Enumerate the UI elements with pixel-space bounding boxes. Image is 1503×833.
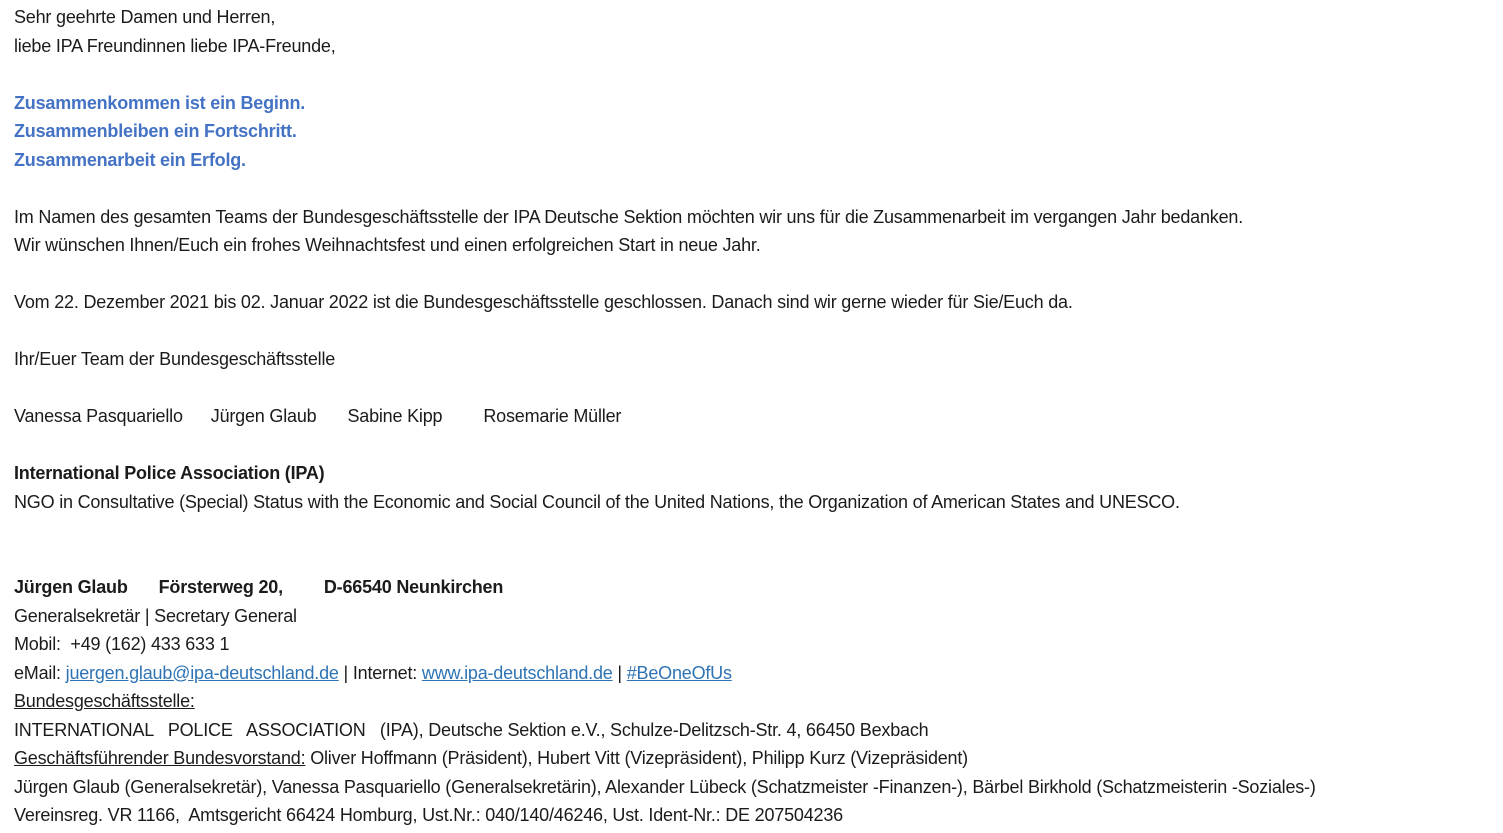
office-label: Bundesgeschäftsstelle: <box>14 691 195 711</box>
spacer <box>14 431 1503 460</box>
spacer <box>14 516 1503 573</box>
team-name-4: Rosemarie Müller <box>483 406 622 426</box>
board-label: Geschäftsführender Bundesvorstand: <box>14 748 306 768</box>
quote-line-3: Zusammenarbeit ein Erfolg. <box>14 149 246 170</box>
organization-name: International Police Association (IPA) <box>14 463 325 483</box>
pipe-separator: | <box>617 662 622 683</box>
greeting-line-2: liebe IPA Freundinnen liebe IPA-Freunde, <box>14 35 336 56</box>
internet-label: Internet: <box>352 662 418 683</box>
team-names-row <box>14 402 1503 431</box>
board-members-2: Jürgen Glaub (Generalsekretär), Vanessa Pasquariello (Generalsekretärin), Alexander Lübeck (Schatzmeister -Finanzen-), Bärbel Birkhold (Schatzmeisterin -Soziales-) <box>14 776 1316 797</box>
signature-contact-row <box>14 659 1503 688</box>
office-line: INTERNATIONAL POLICE ASSOCIATION (IPA), Deutsche Sektion e.V., Schulze-Delitzsch-Str. 4, 66450 Bexbach <box>14 719 929 740</box>
thanks-line-2: Wir wünschen Ihnen/Euch ein frohes Weihnachtsfest und einen erfolgreichen Start in neue Jahr. <box>14 235 761 255</box>
greeting-line-1: Sehr geehrte Damen und Herren, <box>14 7 276 27</box>
quote-line-1: Zusammenkommen ist ein Beginn. <box>14 92 306 113</box>
board-row <box>14 744 1503 773</box>
spacer <box>14 374 1503 403</box>
team-name-1: Vanessa Pasquariello <box>14 406 183 426</box>
signature-address-row <box>14 573 1503 602</box>
team-name-3: Sabine Kipp <box>347 406 443 426</box>
spacer <box>14 317 1503 346</box>
signature-city: D-66540 Neunkirchen <box>323 577 504 597</box>
signature-title: Generalsekretär | Secretary General <box>14 605 297 626</box>
closure-notice: Vom 22. Dezember 2021 bis 02. Januar 2022 ist die Bundesgeschäftsstelle geschlossen. Danach sind wir gerne wieder für Sie/Euch da. <box>14 292 1073 312</box>
team-name-2: Jürgen Glaub <box>210 406 317 426</box>
email-link[interactable]: juergen.glaub@ipa-deutschland.de <box>65 662 339 683</box>
ngo-status: NGO in Consultative (Special) Status with the Economic and Social Council of the United Nations, the Organization of American States and UNESCO. <box>14 491 1180 512</box>
hashtag-link[interactable]: #BeOneOfUs <box>626 662 732 683</box>
registry-line: Vereinsreg. VR 1166, Amtsgericht 66424 Homburg, Ust.Nr.: 040/140/46246, Ust. Ident-Nr.: DE 207504236 <box>14 805 843 825</box>
spacer <box>14 260 1503 289</box>
signature-street: Försterweg 20, <box>158 577 283 597</box>
board-members-1: Oliver Hoffmann (Präsident), Hubert Vitt (Vizepräsident), Philipp Kurz (Vizepräsident) <box>310 748 968 768</box>
spacer <box>14 60 1503 89</box>
team-signoff: Ihr/Euer Team der Bundesgeschäftsstelle <box>14 349 336 369</box>
website-link[interactable]: www.ipa-deutschland.de <box>421 662 613 683</box>
pipe-separator: | <box>343 662 349 683</box>
email-label: eMail: <box>14 662 61 683</box>
signature-name: Jürgen Glaub <box>14 577 128 597</box>
thanks-line-1: Im Namen des gesamten Teams der Bundesgeschäftsstelle der IPA Deutsche Sektion möchten wir uns für die Zusammenarbeit im vergangen Jahr bedanken. <box>14 206 1243 227</box>
quote-line-2: Zusammenbleiben ein Fortschritt. <box>14 121 297 141</box>
signature-mobile: Mobil: +49 (162) 433 633 1 <box>14 634 230 654</box>
spacer <box>14 174 1503 203</box>
